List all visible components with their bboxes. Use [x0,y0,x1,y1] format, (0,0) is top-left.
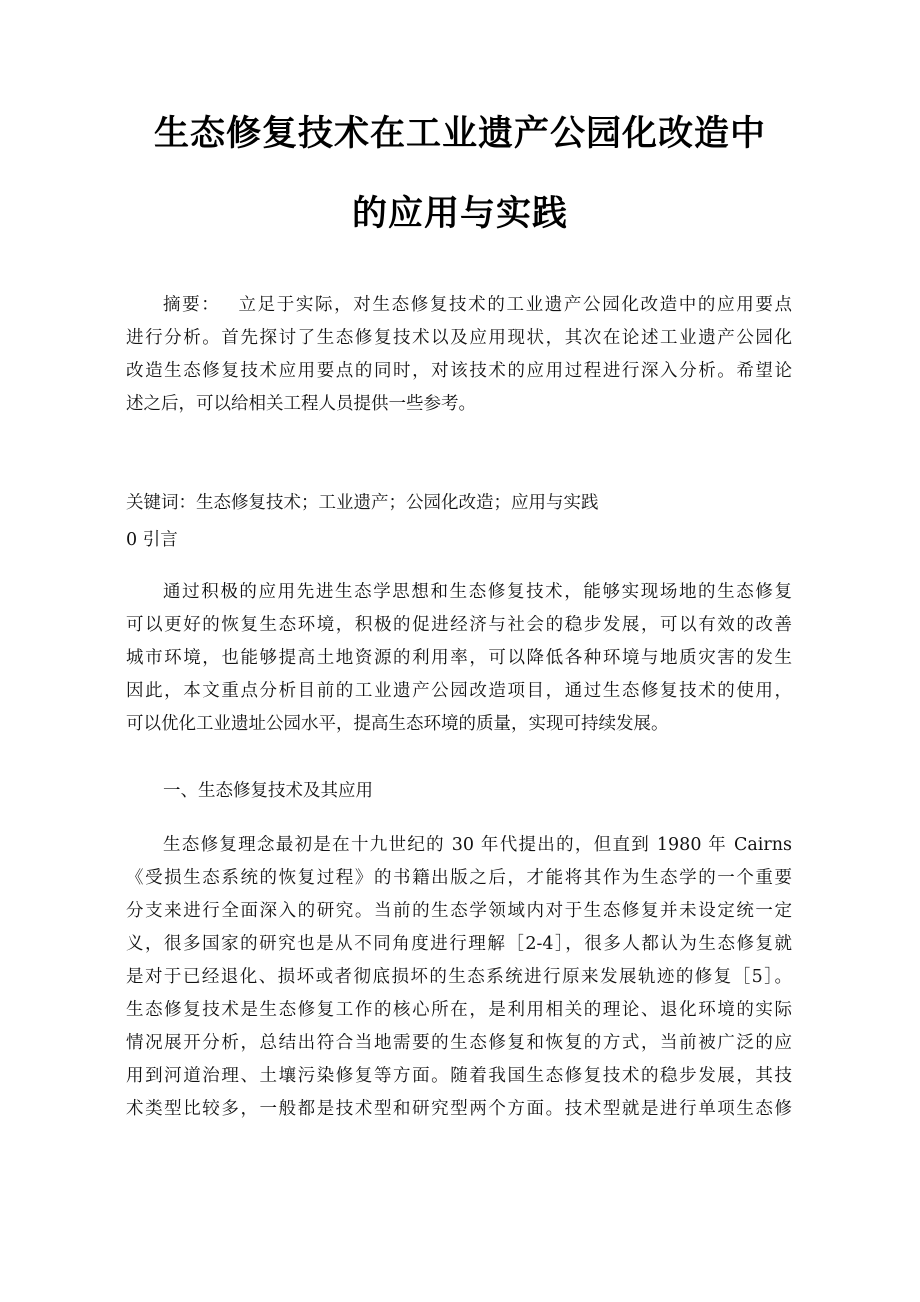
intro-paragraph [126,576,792,741]
section-1-line: 生态修复理念最初是在十九世纪的 30 年代提出的，但直到 1980 年 Cairns [163,835,792,855]
intro-line: 可以优化工业遗址公园水平，提高生态环境的质量，实现可持续发展。 [126,714,669,734]
section-1-line: 是对于已经退化、损坏或者彻底损坏的生态系统进行原来发展轨迹的修复［5］。 [126,967,792,987]
section-1-line: 《受损生态系统的恢复过程》的书籍出版之后，才能将其作为生态学的一个重要 [126,868,792,888]
abstract-line [126,289,792,322]
section-1-line: 义，很多国家的研究也是从不同角度进行理解［2-4］，很多人都认为生态修复就 [126,934,792,954]
keywords: 关键词：生态修复技术；工业遗产；公园化改造；应用与实践 [126,493,599,513]
abstract-line-text: 立足于实际，对生态修复技术的工业遗产公园化改造中的应用要点 [238,295,792,315]
abstract-line: 述之后，可以给相关工程人员提供一些参考。 [126,394,476,414]
section-0-heading: 0 引言 [126,530,178,550]
section-1-line: 分支来进行全面深入的研究。当前的生态学领域内对于生态修复并未设定统一定 [126,901,792,921]
title-line-2: 的应用与实践 [351,194,568,234]
abstract-label: 摘要： [163,295,221,315]
title-line-1: 生态修复技术在工业遗产公园化改造中 [153,114,766,154]
section-1-line: 情况展开分析，总结出符合当地需要的生态修复和恢复的方式，当前被广泛的应 [126,1033,792,1053]
intro-line: 城市环境，也能够提高土地资源的利用率，可以降低各种环境与地质灾害的发生 [126,648,792,668]
abstract-paragraph [126,289,792,421]
section-1-heading: 一、生态修复技术及其应用 [163,781,373,801]
intro-line: 可以更好的恢复生态环境，积极的促进经济与社会的稳步发展，可以有效的改善 [126,615,792,635]
section-1-line: 用到河道治理、土壤污染修复等方面。随着我国生态修复技术的稳步发展，其技 [126,1066,792,1086]
abstract-line: 改造生态修复技术应用要点的同时，对该技术的应用过程进行深入分析。希望论 [126,361,792,381]
abstract-line: 进行分析。首先探讨了生态修复技术以及应用现状，其次在论述工业遗产公园化 [126,328,792,348]
section-1-line: 生态修复技术是生态修复工作的核心所在，是利用相关的理论、退化环境的实际 [126,1000,792,1020]
intro-line: 因此，本文重点分析目前的工业遗产公园改造项目，通过生态修复技术的使用， [126,681,792,701]
section-1-line: 术类型比较多，一般都是技术型和研究型两个方面。技术型就是进行单项生态修 [126,1099,792,1119]
intro-line: 通过积极的应用先进生态学思想和生态修复技术，能够实现场地的生态修复 [163,582,792,602]
section-1-paragraph [126,829,792,1126]
